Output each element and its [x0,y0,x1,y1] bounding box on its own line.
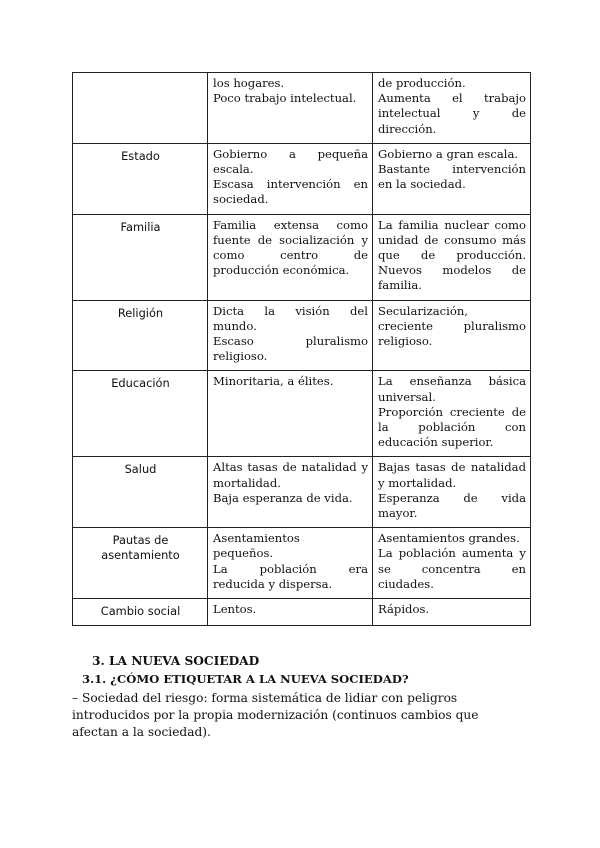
row-label: Religión [117,305,164,320]
cell-text-line: producción económica. [213,263,350,278]
table-row [73,599,531,626]
row-label-cell [73,214,208,300]
industrial-society-cell [373,528,531,599]
cell-text-line: educación superior. [378,435,494,450]
traditional-society-cell [208,73,373,144]
traditional-society-cell [208,214,373,300]
row-label: Pautas de asentamiento [101,533,180,563]
cell-text-line: intelectual y de [378,106,526,121]
industrial-society-cell [373,599,531,626]
traditional-society-cell [208,143,373,214]
cell-text-line: mundo. [213,318,257,333]
row-label-cell [73,371,208,457]
cell-text-line: mortalidad. [213,475,281,490]
cell-text-line: y mortalidad. [378,475,457,490]
industrial-society-cell [373,143,531,214]
cell-text-line: en la sociedad. [378,177,466,192]
cell-text-line: universal. [378,389,436,404]
cell-text-line: Secularización, [378,303,468,318]
cell-text-line: Nuevos modelos de [378,263,526,278]
table-row [73,457,531,528]
cell-text-line: Bastante intervención [378,162,526,177]
row-label-cell [73,143,208,214]
industrial-society-cell [373,214,531,300]
section-heading: 3. LA NUEVA SOCIEDAD [92,654,260,668]
cell-text-line: como centro de [213,248,368,263]
cell-text-line: fuente de socialización y [213,232,368,247]
row-label-cell [73,457,208,528]
cell-text-line: Bajas tasas de natalidad [378,460,526,475]
cell-text-line: dirección. [378,121,437,136]
cell-text-line: Esperanza de vida [378,490,526,505]
cell-text-line: Gobierno a pequeña [213,146,368,161]
cell-text-line: Lentos. [213,602,257,617]
cell-text-line: se concentra en [378,561,526,576]
cell-text-line: La población aumenta y [378,546,526,561]
table-row [73,214,531,300]
cell-text-line: Asentamientos [213,531,300,546]
cell-text-line: creciente pluralismo [378,318,526,333]
cell-text-line: Altas tasas de natalidad y [213,460,368,475]
cell-text-line: pequeños. [213,546,274,561]
table-row [73,371,531,457]
body-paragraph: – Sociedad del riesgo: forma sistemática de lidiar con peligros introducidos por la propia modernización (continuos cambios que afectan a la sociedad). [72,691,479,739]
cell-text-line: sociedad. [213,192,269,207]
industrial-society-cell [373,300,531,371]
cell-text-line: Gobierno a gran escala. [378,146,519,161]
table-row [73,528,531,599]
cell-text-line: Minoritaria, a élites. [213,374,334,389]
cell-text-line: Familia extensa como [213,217,368,232]
industrial-society-cell [373,73,531,144]
row-label: Salud [124,462,157,477]
industrial-society-cell [373,457,531,528]
industrial-society-cell [373,371,531,457]
subsection-heading: 3.1. ¿CÓMO ETIQUETAR A LA NUEVA SOCIEDAD? [82,672,409,686]
table-row [73,300,531,371]
row-label-cell [73,528,208,599]
cell-text-line: unidad de consumo más [378,232,526,247]
cell-text-line: Baja esperanza de vida. [213,490,353,505]
cell-text-line: Dicta la visión del [213,303,368,318]
cell-text-line: reducida y dispersa. [213,576,333,591]
row-label-cell [73,300,208,371]
comparison-table-body [73,73,531,626]
table-row [73,143,531,214]
row-label-cell [73,599,208,626]
table-row [73,73,531,144]
cell-text-line: escala. [213,162,254,177]
row-label: Estado [121,148,160,163]
row-label-cell [73,73,208,144]
cell-text-line: de producción. [378,76,466,90]
row-label: Educación [111,376,170,391]
cell-text-line: mayor. [378,506,418,521]
cell-text-line: la población con [378,420,526,435]
cell-text-line: Escasa intervención en [213,177,368,192]
cell-text-line: Asentamientos grandes. [378,531,520,546]
cell-text-line: ciudades. [378,576,434,591]
comparison-table [72,72,531,626]
cell-text-line: Proporción creciente de [378,404,526,419]
cell-text-line: La población era [213,561,368,576]
cell-text-line: que de producción. [378,248,526,263]
row-label: Cambio social [100,604,181,619]
traditional-society-cell [208,528,373,599]
cell-text-line: Escaso pluralismo [213,334,368,349]
cell-text-line: Poco trabajo intelectual. [213,91,357,106]
row-label: Familia [120,219,161,234]
cell-text-line: Rápidos. [378,602,430,617]
traditional-society-cell [208,300,373,371]
cell-text-line: Aumenta el trabajo [378,91,526,106]
cell-text-line: los hogares. [213,76,285,90]
cell-text-line: religioso. [378,334,433,349]
cell-text-line: La enseñanza básica [378,374,526,389]
traditional-society-cell [208,457,373,528]
traditional-society-cell [208,599,373,626]
cell-text-line: familia. [378,278,422,293]
cell-text-line: religioso. [213,349,268,364]
traditional-society-cell [208,371,373,457]
cell-text-line: La familia nuclear como [378,217,526,232]
